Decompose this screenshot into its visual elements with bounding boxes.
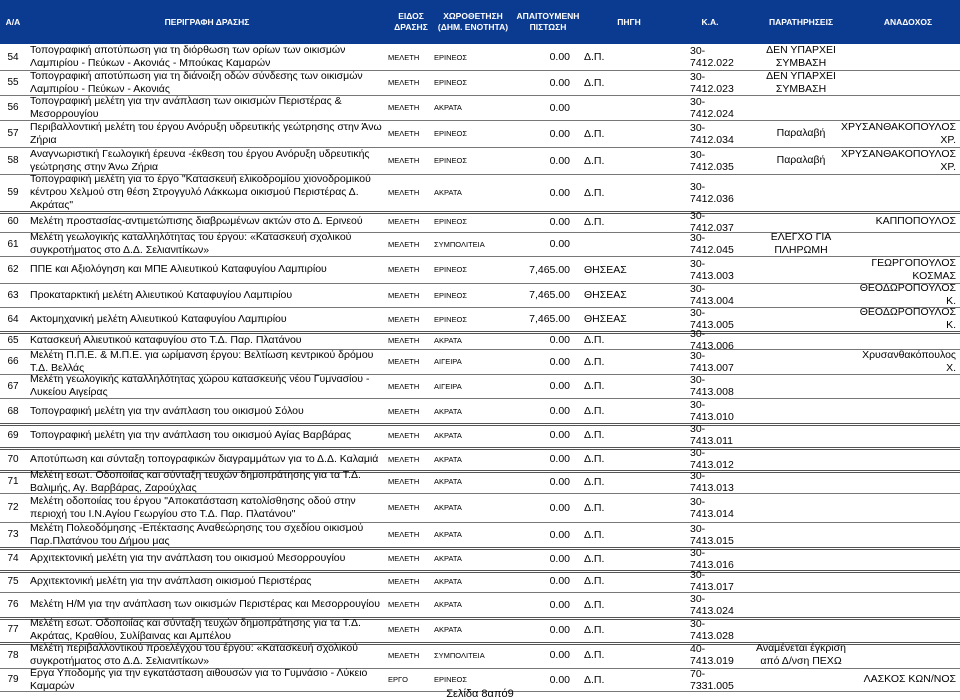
row-contractor — [856, 70, 956, 95]
row-description: Τοπογραφική μελέτη για την ανάπλαση του οικισμού Αγίας Βαρβάρας — [30, 428, 352, 441]
row-ka: 30-7412.045 — [690, 232, 734, 256]
row-contractor: ΧΡΥΣΑΝΘΑΚΟΠΟΥΛΟΣ ΧΡ. — [840, 120, 956, 146]
row-contractor: ΧΡΥΣΑΝΘΑΚΟΠΟΥΛΟΣ ΧΡ. — [840, 147, 956, 173]
row-ka: 30-7413.004 — [690, 283, 734, 307]
row-type: ΜΕΛΕΤΗ — [388, 290, 420, 300]
row-number: 78 — [7, 649, 19, 661]
row-location: ΑΚΡΑΤΑ — [434, 454, 462, 464]
row-description: Μελέτη προστασίας-αντιμετώπισης διαβρωμένων ακτών στο Δ. Ερινεού — [30, 215, 363, 227]
row-type: ΜΕΛΕΤΗ — [388, 188, 420, 197]
row-location: ΑΚΡΑΤΑ — [434, 530, 462, 539]
row-source: Δ.Π. — [584, 598, 605, 611]
row-contractor — [856, 374, 956, 398]
row-source: Δ.Π. — [584, 453, 605, 465]
row-number: 62 — [7, 264, 19, 275]
table-row — [0, 493, 960, 523]
row-type: ΜΕΛΕΤΗ — [388, 600, 420, 609]
row-ka: 30-7412.024 — [690, 95, 734, 120]
row-description: Τοπογραφική μελέτη για την ανάπλαση του οικισμού Σόλου — [30, 404, 304, 417]
row-number: 56 — [7, 102, 19, 113]
table-row — [0, 617, 960, 645]
row-source: Δ.Π. — [584, 552, 605, 565]
row-credit: 0.00 — [549, 673, 570, 686]
row-description: Ακτομηχανική μελέτη Αλιευτικού Καταφυγίου Λαμπιρίου — [30, 312, 287, 325]
row-remarks — [746, 174, 856, 211]
header-location: ΧΩΡΟΘΕΤΗΣΗ (ΔΗΜ. ΕΝΟΤΗΤΑ) — [437, 11, 509, 32]
row-ka: 30-7413.014 — [690, 495, 734, 520]
table-row — [0, 120, 960, 148]
row-remarks — [746, 95, 856, 120]
row-location: ΑΚΡΑΤΑ — [434, 335, 462, 345]
row-description: Μελέτη εσωτ. Οδοποιίας και σύνταξη τευχών δημοπράτησης για τα Τ.Δ. Βαλιμής, Αγ. Βαρβάρας, Ζαρούχλας — [30, 468, 361, 494]
table-row — [0, 256, 960, 284]
row-type: ΜΕΛΕΤΗ — [388, 554, 420, 563]
row-location: ΕΡΙΝΕΟΣ — [434, 156, 467, 165]
row-type: ΜΕΛΕΤΗ — [388, 430, 420, 440]
row-credit: 0.00 — [549, 355, 570, 368]
row-location: ΕΡΙΝΕΟΣ — [434, 314, 467, 324]
row-remarks: ΔΕΝ ΥΠΑΡΧΕΙ ΣΥΜΒΑΣΗ — [766, 69, 836, 95]
row-contractor — [856, 522, 956, 547]
row-ka: 30-7413.013 — [690, 469, 734, 494]
row-source: Δ.Π. — [584, 334, 605, 346]
row-credit: 0.00 — [549, 623, 570, 636]
row-source — [584, 232, 674, 256]
row-ka: 30-7412.035 — [690, 148, 734, 173]
row-credit: 0.00 — [549, 598, 570, 611]
row-credit: 0.00 — [549, 405, 570, 417]
table-row — [0, 211, 960, 233]
row-number: 68 — [7, 405, 19, 417]
row-ka: 30-7412.036 — [690, 180, 734, 205]
header-credit: ΑΠΑΙΤΟΥΜΕΝΗ ΠΙΣΤΩΣΗ — [516, 11, 580, 32]
row-credit: 0.00 — [549, 76, 570, 89]
row-ka: 30-7413.006 — [690, 328, 734, 352]
row-source: Δ.Π. — [584, 51, 605, 63]
row-type: ΜΕΛΕΤΗ — [388, 156, 420, 165]
row-description: Τοπογραφική αποτύπωση για τη διάνοιξη οδών σύνδεσης των οικισμών Λαμπιρίου - Πεύκων - Ακονιάς — [30, 69, 363, 95]
row-location: ΑΚΡΑΤΑ — [434, 430, 462, 440]
row-description: ΠΠΕ και Αξιολόγηση και ΜΠΕ Αλιευτικού Καταφυγίου Λαμπιρίου — [30, 263, 327, 275]
row-type: ΜΕΛΕΤΗ — [388, 217, 420, 226]
row-location: ΑΙΓΕΙΡΑ — [434, 381, 462, 391]
table-row — [0, 570, 960, 593]
row-credit: 0.00 — [549, 127, 570, 140]
row-location: ΑΚΡΑΤΑ — [434, 103, 462, 112]
table-row — [0, 95, 960, 121]
header-contractor: ΑΝΑΔΟΧΟΣ — [883, 16, 933, 27]
row-source: Δ.Π. — [584, 501, 605, 514]
row-ka: 30-7413.008 — [690, 374, 734, 398]
row-type: ΜΕΛΕΤΗ — [388, 530, 420, 539]
row-description: Εργα Υποδομής για την εγκατάσταση αιθουσών για το Γυμνάσιο - Λύκειο Καμαρών — [30, 666, 368, 692]
row-location: ΑΚΡΑΤΑ — [434, 503, 462, 512]
table-row — [0, 328, 960, 352]
row-description: Περιβαλλοντική μελέτη του έργου Ανόρυξη υδρευτικής γεώτρησης στην Άνω Ζήρια — [30, 120, 382, 146]
table-row — [0, 642, 960, 669]
row-number: 58 — [7, 155, 19, 166]
row-ka: 30-7413.024 — [690, 592, 734, 617]
row-contractor — [856, 44, 956, 70]
row-description: Αρχιτεκτονική μελέτη για την ανάπλαση οικισμού Περιστέρας — [30, 574, 312, 587]
row-number: 75 — [7, 575, 19, 587]
row-description: Τοπογραφική μελέτη για την ανάπλαση των οικισμών Περιστέρας & Μεσορρουγίου — [30, 94, 342, 120]
row-credit: 0.00 — [549, 238, 570, 250]
row-remarks: ΔΕΝ ΥΠΑΡΧΕΙ ΣΥΜΒΑΣΗ — [766, 44, 836, 69]
row-credit: 0.00 — [549, 334, 570, 346]
row-source: Δ.Π. — [584, 528, 605, 541]
row-ka: 30-7413.011 — [690, 423, 734, 447]
table-row — [0, 349, 960, 375]
row-source: Δ.Π. — [584, 76, 605, 89]
row-contractor: ΚΑΠΠΟΠΟΥΛΟΣ — [875, 215, 956, 227]
row-source: Δ.Π. — [584, 575, 605, 587]
row-description: Αρχιτεκτονική μελέτη για την ανάπλαση του οικισμού Μεσορρουγίου — [30, 552, 346, 564]
row-location: ΑΚΡΑΤΑ — [434, 406, 462, 416]
row-number: 65 — [7, 334, 19, 346]
row-ka: 30-7413.016 — [690, 546, 734, 571]
row-number: 71 — [7, 476, 19, 487]
table-row — [0, 232, 960, 257]
row-number: 60 — [7, 216, 19, 227]
row-type: ΜΕΛΕΤΗ — [388, 357, 420, 366]
row-description: Μελέτη Η/Μ για την ανάπλαση των οικισμών Περιστέρας και Μεσορρουγίου — [30, 598, 380, 610]
row-source: Δ.Π. — [584, 429, 605, 441]
table-row — [0, 423, 960, 450]
row-source: Δ.Π. — [584, 649, 605, 661]
row-contractor — [856, 423, 956, 447]
row-number: 70 — [7, 453, 19, 465]
row-credit: 0.00 — [549, 501, 570, 514]
table-row — [0, 147, 960, 175]
row-credit: 7,465.00 — [529, 263, 570, 276]
row-ka: 30-7413.010 — [690, 399, 734, 423]
row-number: 76 — [7, 599, 19, 610]
row-remarks — [746, 307, 856, 331]
row-type: ΜΕΛΕΤΗ — [388, 454, 420, 464]
row-location: ΕΡΙΝΕΟΣ — [434, 217, 467, 226]
row-credit: 0.00 — [549, 528, 570, 541]
row-number: 61 — [7, 238, 19, 250]
row-credit: 0.00 — [549, 575, 570, 587]
row-remarks: Αναμένεται έγκριση από Δ/νση ΠΕΧΩ — [756, 642, 846, 667]
table-row — [0, 307, 960, 334]
row-source: Δ.Π. — [584, 186, 605, 199]
row-description: Μελέτη Πολεοδόμησης -Επέκτασης Αναθεώρησης του σχεδίου οικισμού Παρ.Πλατάνου του Δήμου μας — [30, 521, 364, 547]
row-location: ΑΚΡΑΤΑ — [434, 625, 462, 634]
row-ka: 30-7412.023 — [690, 70, 734, 95]
row-contractor — [856, 493, 956, 522]
row-credit: 0.00 — [549, 51, 570, 63]
row-number: 66 — [7, 356, 19, 367]
row-type: ΜΕΛΕΤΗ — [388, 503, 420, 512]
row-location: ΕΡΙΝΕΟΣ — [434, 265, 467, 274]
row-credit: 0.00 — [549, 429, 570, 441]
row-description: Μελέτη εσωτ. Οδοποιίας και σύνταξη τευχών δημοπράτησης για τα Τ.Δ. Ακράτας, Κραθίου, Συλίβαινας και Αμπέλου — [30, 616, 361, 642]
row-remarks — [746, 617, 856, 642]
row-type: ΜΕΛΕΤΗ — [388, 129, 420, 138]
row-description: Μελέτη οδοποιίας του έργου "Αποκατάσταση κατολίσθησης οδού στην περιοχή του Ι.Ν.Αγίου Γεωργίου στο Τ.Δ. Παρ. Πλατάνου" — [30, 494, 356, 520]
row-number: 64 — [7, 313, 19, 325]
row-type: ΜΕΛΕΤΗ — [388, 239, 420, 249]
row-type: ΜΕΛΕΤΗ — [388, 406, 420, 416]
row-credit: 0.00 — [549, 215, 570, 228]
row-remarks — [746, 448, 856, 470]
table-row — [0, 283, 960, 308]
row-location: ΑΙΓΕΙΡΑ — [434, 357, 462, 366]
row-type: ΜΕΛΕΤΗ — [388, 265, 420, 274]
table-row — [0, 174, 960, 214]
row-ka: 30-7413.028 — [690, 617, 734, 642]
row-contractor — [856, 547, 956, 570]
row-source: Δ.Π. — [584, 623, 605, 636]
row-ka: 30-7413.005 — [690, 307, 734, 331]
row-credit: 0.00 — [549, 186, 570, 199]
row-credit: 0.00 — [549, 154, 570, 167]
row-remarks — [746, 331, 856, 349]
row-description: Μελέτη γεωλογικής καταλληλότητας του έργου: «Κατασκευή σχολικού συγκροτήματος στο Δ.Δ. Σελιανιτίκων» — [30, 231, 352, 256]
row-remarks — [746, 423, 856, 447]
row-contractor: ΛΑΣΚΟΣ ΚΩΝ/ΝΟΣ — [863, 673, 956, 685]
row-type: ΜΕΛΕΤΗ — [388, 314, 420, 324]
row-number: 54 — [7, 51, 19, 63]
table-row — [0, 399, 960, 426]
row-source: Δ.Π. — [584, 154, 605, 167]
row-ka: 30-7413.015 — [690, 522, 734, 547]
row-description: Αναγνωριστική Γεωλογική έρευνα -έκθεση του έργου Ανόρυξη υδρευτικής γεώτρησης στην Άνω Ζήρια — [30, 147, 370, 173]
row-contractor — [856, 174, 956, 211]
row-source: Δ.Π. — [584, 380, 605, 392]
row-credit: 0.00 — [549, 649, 570, 661]
table-row — [0, 70, 960, 96]
row-remarks — [746, 570, 856, 592]
header-aa: Α/Α — [5, 16, 21, 27]
row-remarks — [746, 399, 856, 423]
row-contractor: ΘΕΟΔΩΡΟΠΟΥΛΟΣ Κ. — [859, 306, 956, 331]
row-description: Αποτύπωση και σύνταξη τοπογραφικών διαγραμμάτων για το Δ.Δ. Καλαμιά — [30, 452, 379, 465]
header-source: ΠΗΓΗ — [617, 16, 641, 27]
row-location: ΣΥΜΠΟΛΙΤΕΙΑ — [434, 239, 485, 249]
row-type: ΜΕΛΕΤΗ — [388, 335, 420, 345]
row-ka: 30-7412.037 — [690, 209, 734, 234]
row-contractor — [856, 399, 956, 423]
row-contractor — [856, 642, 956, 668]
row-remarks — [746, 283, 856, 307]
row-location: ΑΚΡΑΤΑ — [434, 576, 462, 586]
row-contractor — [856, 617, 956, 642]
header-remarks: ΠΑΡΑΤΗΡΗΣΕΙΣ — [768, 16, 834, 27]
row-contractor: ΓΕΩΡΓΟΠΟΥΛΟΣ ΚΟΣΜΑΣ — [871, 256, 956, 282]
row-remarks — [746, 592, 856, 617]
row-type: ΜΕΛΕΤΗ — [388, 650, 420, 660]
row-source: Δ.Π. — [584, 405, 605, 417]
table-row — [0, 470, 960, 494]
row-description: Μελέτη Π.Π.Ε. & Μ.Π.Ε. για ωρίμανση έργου: Βελτίωση κεντρικού δρόμου Τ.Δ. Βελλάς — [30, 348, 374, 374]
row-type: ΜΕΛΕΤΗ — [388, 52, 420, 62]
row-remarks: ΕΛΕΓΧΟ ΓΙΑ ΠΛΗΡΩΜΗ — [770, 231, 832, 256]
row-location: ΕΡΙΝΕΟΣ — [434, 78, 467, 87]
header-ka: Κ.Α. — [701, 16, 719, 27]
row-credit: 0.00 — [549, 380, 570, 392]
row-ka: 30-7412.022 — [690, 45, 734, 69]
row-number: 77 — [7, 624, 19, 635]
row-contractor: ΘΕΟΔΩΡΟΠΟΥΛΟΣ Κ. — [859, 282, 956, 307]
row-source: Δ.Π. — [584, 127, 605, 140]
row-type: ΕΡΓΟ — [388, 675, 408, 684]
row-ka: 30-7413.012 — [690, 447, 734, 471]
table-row — [0, 374, 960, 399]
header-type: ΕΙΔΟΣ ΔΡΑΣΗΣ — [394, 11, 428, 32]
row-number: 72 — [7, 502, 19, 513]
row-credit: 0.00 — [549, 475, 570, 488]
row-number: 73 — [7, 529, 19, 540]
row-description: Τοπογραφική μελέτη για το έργο "Κατασκευή ελικοδρομίου χιονοδρομικού κέντρου Χελμού στη θέση Στρογγυλό Λάκκωμα οικισμού Περιστέρας Δ. Ακράτας" — [30, 173, 371, 211]
row-location: ΑΚΡΑΤΑ — [434, 477, 462, 486]
row-remarks — [746, 522, 856, 547]
row-contractor — [856, 95, 956, 120]
row-remarks — [746, 493, 856, 522]
row-remarks — [746, 470, 856, 493]
row-source: ΘΗΣΕΑΣ — [584, 289, 627, 301]
row-ka: 30-7413.017 — [690, 569, 734, 593]
row-contractor — [856, 592, 956, 617]
row-number: 59 — [7, 187, 19, 198]
row-ka: 40-7413.019 — [690, 643, 734, 667]
row-description: Προκαταρκτική μελέτη Αλιευτικού Καταφυγίου Λαμπιρίου — [30, 288, 293, 301]
row-remarks — [746, 256, 856, 283]
header-description: ΠΕΡΙΓΡΑΦΗ ΔΡΑΣΗΣ — [164, 16, 250, 27]
row-remarks: Παραλαβή — [776, 154, 826, 166]
row-contractor — [856, 331, 956, 349]
row-number: 74 — [7, 553, 19, 564]
row-ka: 30-7413.003 — [690, 257, 734, 282]
row-location: ΣΥΜΠΟΛΙΤΕΙΑ — [434, 650, 485, 660]
row-source — [584, 95, 674, 120]
row-contractor — [856, 232, 956, 256]
row-location: ΕΡΙΝΕΟΣ — [434, 52, 467, 62]
row-location: ΕΡΙΝΕΟΣ — [434, 129, 467, 138]
page-footer: Σελίδα 8από9 — [446, 688, 514, 700]
row-contractor — [856, 570, 956, 592]
row-description: Κατασκευή Αλιευτικού καταφυγίου στο Τ.Δ. Παρ. Πλατάνου — [30, 333, 302, 346]
row-remarks — [746, 374, 856, 398]
row-contractor: Χρυσανθακόπουλος Χ. — [862, 348, 956, 374]
row-number: 79 — [7, 674, 19, 685]
row-credit: 0.00 — [549, 453, 570, 465]
row-number: 67 — [7, 380, 19, 392]
row-description: Τοπογραφική αποτύπωση για τη διόρθωση των ορίων των οικισμών Λαμπιρίου - Πεύκων - Ακονιάς - Μπούκας Καμαρών — [30, 44, 346, 69]
row-contractor — [856, 470, 956, 493]
row-location: ΕΡΙΝΕΟΣ — [434, 290, 467, 300]
table-header — [0, 0, 960, 44]
row-description: Μελέτη περιβαλλοντικού προελέγχου του έργου: «Κατασκευή σχολικού συγκροτήματος στο Δ.Δ. Σελιανιτίκων» — [30, 642, 359, 667]
row-ka: 30-7412.034 — [690, 121, 734, 146]
row-credit: 7,465.00 — [529, 289, 570, 301]
row-type: ΜΕΛΕΤΗ — [388, 477, 420, 486]
row-remarks — [746, 349, 856, 374]
table-row — [0, 44, 960, 71]
row-number: 55 — [7, 77, 19, 88]
row-type: ΜΕΛΕΤΗ — [388, 381, 420, 391]
row-remarks — [746, 211, 856, 232]
row-source: Δ.Π. — [584, 355, 605, 368]
row-type: ΜΕΛΕΤΗ — [388, 103, 420, 112]
row-credit: 7,465.00 — [529, 313, 570, 325]
row-source: ΘΗΣΕΑΣ — [584, 263, 627, 276]
row-ka: 30-7413.007 — [690, 349, 734, 374]
row-source: Δ.Π. — [584, 673, 605, 686]
row-description: Μελέτη γεωλογικής καταλληλότητας χώρου κατασκευής νέου Γυμνασίου - Λυκείου Αιγείρας — [30, 373, 370, 398]
table-row — [0, 522, 960, 550]
row-type: ΜΕΛΕΤΗ — [388, 78, 420, 87]
row-number: 57 — [7, 128, 19, 139]
row-location: ΑΚΡΑΤΑ — [434, 600, 462, 609]
row-remarks — [746, 547, 856, 570]
row-location: ΑΚΡΑΤΑ — [434, 188, 462, 197]
row-source: ΘΗΣΕΑΣ — [584, 313, 627, 325]
row-number: 69 — [7, 429, 19, 441]
row-source: Δ.Π. — [584, 215, 605, 228]
row-source: Δ.Π. — [584, 475, 605, 488]
row-ka: 70-7331.005 — [690, 667, 734, 692]
row-credit: 0.00 — [549, 101, 570, 114]
row-location: ΑΚΡΑΤΑ — [434, 554, 462, 563]
row-location: ΕΡΙΝΕΟΣ — [434, 675, 467, 684]
row-number: 63 — [7, 289, 19, 301]
row-contractor — [856, 448, 956, 470]
row-type: ΜΕΛΕΤΗ — [388, 625, 420, 634]
row-type: ΜΕΛΕΤΗ — [388, 576, 420, 586]
row-credit: 0.00 — [549, 552, 570, 565]
row-remarks: Παραλαβή — [776, 127, 826, 139]
